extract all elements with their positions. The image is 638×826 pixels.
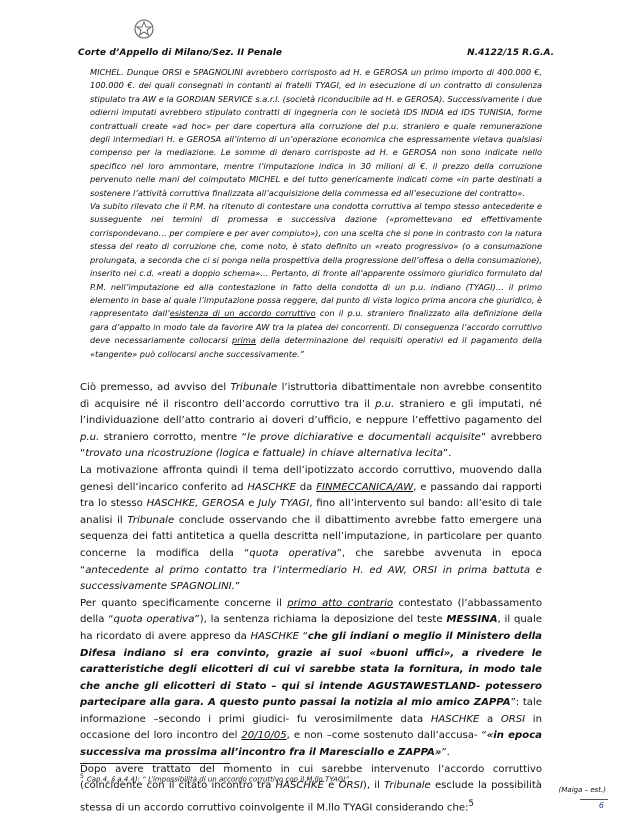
header-case-number: N.4122/15 R.G.A. — [467, 48, 554, 58]
body-paragraph-4: Dopo avere trattato del momento in cui sarebbe intervenuto l’accordo corruttivo (coincidente con il citato incontro tra HASCHKE e ORSI), il Tribunale esclude la possibilità stessa di un accordo corruttivo coinvolgente il M.llo TYAGI considerando che:$^5$ — [80, 763, 542, 814]
quoted-passage — [90, 66, 542, 361]
quote-paragraph-2: Va subito rilevato che il P.M. ha ritenuto di contestare una condotta corruttiva al tempo stesso antecedente e susseguente nei termini di promessa e successiva dazione («promettevano ed effettivamente corrispondevano… per compiere e per aver compiuto»), con una scelta che si pone in contrasto con la natura stessa del reato di corruzione che, come noto, è stato definito un «reato progressivo» (o a consumazione prolungata, a seconda che ci si ponga nella prospettiva della progressione dell’offesa o della consumazione), inserito nei c.d. «reati a doppio schema»… Pertanto, di fronte all’apparente ossimoro giuridico formulato dal P.M. nell’imputazione ed alla contestazione in fatto della condotta di un p.u. indiano (TYAGI)… il primo elemento in base al quale l’imputazione possa reggere, dal punto di vista logico prima ancora che giuridico, è rappresentato dall’esistenza di un accordo corruttivo con il p.u. straniero finalizzato alla definizione della gara d’appalto in modo tale da favorire AW tra la platea dei concorrenti. Di conseguenza l’accordo corruttivo deve necessariamente collocarsi prima della determinazione dei requisiti operativi ed il pagamento della «tangente» può collocarsi anche successivamente.” — [90, 201, 543, 359]
footnote: $^5$ Cap.4, § a.4.4): “ L’impossibilità di un accordo corruttivo con il M.llo TYAGI” — [80, 773, 349, 784]
quote-paragraph-1: MICHEL. Dunque ORSI e SPAGNOLINI avrebbero corrisposto ad H. e GEROSA un primo importo di 400.000 €, 100.000 €. dei quali consegnati in contanti ai fratelli TYAGI, ed in esecuzione di un contratto di consulenza stipulato tra AW e la GORDIAN SERVICE s.a.r.l. (società riconducibile ad H. e GEROSA). Successivamente i due odierni imputati avrebbero stipulato contratti di ingegneria con le società IDS INDIA ed IDS TUNISIA, forme contrattuali create «ad hoc» per dare copertura alla corruzione del p.u. straniero e quale remunerazione degli intermediari H. e GEROSA all’interno di un’operazione economica che espressamente vietava qualsiasi compenso per la mediazione. Le somme di denaro corrisposte ad H. e GEROSA non sono indicate nello specifico nel loro ammontare, mentre l’imputazione indica in 30 milioni di €. il prezzo della corruzione pervenuto nelle mani del coimputato MICHEL e del tutto genericamente indicati come «in parte destinati a sostenere l’attività corruttiva finalizzata all’acquisizione della commessa ed all’esecuzione del contratto». — [90, 67, 542, 198]
body-paragraph-1: Ciò premesso, ad avviso del Tribunale l’istruttoria dibattimentale non avrebbe consentito di acquisire né il riscontro dell’accordo corruttivo tra il p.u. straniero e gli imputati, né l’individuazione dell’atto contrario ai doveri d’ufficio, e neppure l’effettivo pagamento del p.u. straniero corrotto, mentre “le prove dichiarative e documentali acquisite” avrebbero “trovato una ricostruzione (logica e fattuale) in chiave alternativa lecita”. — [80, 382, 542, 460]
header-court: Corte d’Appello di Milano/Sez. II Penale — [78, 48, 283, 58]
republic-emblem-icon — [134, 18, 154, 40]
footnote-divider — [80, 763, 230, 764]
body-paragraph-3: Per quanto specificamente concerne il primo atto contrario contestato (l’abbassamento della “quota operativa”), la sentenza richiama la deposizione del teste MESSINA, il quale ha ricordato di avere appreso da HASCHKE “che gli indiani o meglio il Ministero della Difesa indiano si era convinto, grazie ai suoi «buoni uffici», a rivedere le caratteristiche degli elicotteri di cui vi sarebbe stata la fornitura, in modo tale che anche gli elicotteri di Stato – qui si intende AGUSTAWESTLAND- potessero partecipare alla gara. A questo punto passai la notizia al mio amico ZAPPA”: tale informazione –secondo i primi giudici- fu verosimilmente data HASCHKE a ORSI in occasione del loro incontro del 20/10/05, e non –come sostenuto dall’accusa- “«in epoca successiva ma prossima all’incontro fra il Maresciallo e ZAPPA»”. — [80, 597, 543, 759]
body-paragraph-2: La motivazione affronta quindi il tema dell’ipotizzato accordo corruttivo, muovendo dalla genesi dell’incarico conferito ad HASCHKE da FINMECCANICA/AW, e passando dai rapporti tra lo stesso HASCHKE, GEROSA e July TYAGI, fino all’intervento sul bando: all’esito di tale analisi il Tribunale conclude osservando che il dibattimento avrebbe fatto emergere una sequenza dei fatti antitetica a quella descritta nell’imputazione, in particolare per quanto concerne la modifica della “quota operativa”, che sarebbe avvenuta in epoca “antecedente al primo contatto tra l’intermediario H. ed AW, ORSI in prima battuta e successivamente SPAGNOLINI.” — [80, 464, 542, 593]
footnote-ref[interactable]: 5 — [468, 797, 474, 808]
page-number: 6 — [598, 801, 604, 810]
page-number-divider — [580, 799, 608, 800]
author-note: (Maiga – est.) — [558, 786, 606, 794]
main-text — [80, 380, 542, 817]
